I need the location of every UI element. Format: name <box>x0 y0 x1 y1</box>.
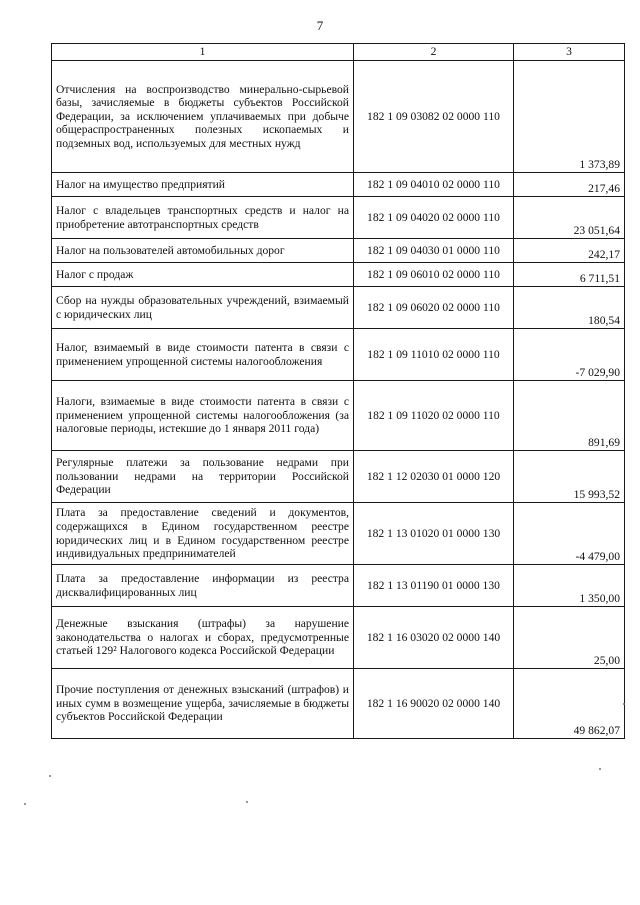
row-name-cell: Сбор на нужды образовательных учреждений, взимаемый с юридических лиц <box>52 287 354 329</box>
row-code-cell: 182 1 09 04030 01 0000 110 <box>354 239 514 263</box>
row-code-cell: 182 1 09 06020 02 0000 110 <box>354 287 514 329</box>
table-row <box>52 239 625 263</box>
row-amount-cell: 15 993,52 <box>514 451 625 503</box>
row-amount-cell: 49 862,07 <box>514 669 625 739</box>
row-amount-cell: 25,00 <box>514 607 625 669</box>
table-row <box>52 607 625 669</box>
column-header-2: 2 <box>354 44 514 61</box>
row-code-cell: 182 1 12 02030 01 0000 120 <box>354 451 514 503</box>
row-name-cell: Налог с владельцев транспортных средств и налог на приобретение автотранспортных средств <box>52 197 354 239</box>
table-header-row <box>52 44 625 61</box>
row-amount-cell: 23 051,64 <box>514 197 625 239</box>
table-row <box>52 197 625 239</box>
row-name-cell: Плата за предоставление сведений и документов, содержащихся в Едином государственном реестре юридических лиц и в Едином государственном реестре индивидуальных предпринимателей <box>52 503 354 565</box>
table-row <box>52 329 625 381</box>
table-row <box>52 381 625 451</box>
revenue-table <box>51 43 625 739</box>
column-header-3: 3 <box>514 44 625 61</box>
column-header-1: 1 <box>52 44 354 61</box>
row-code-cell: 182 1 09 06010 02 0000 110 <box>354 263 514 287</box>
table-row <box>52 173 625 197</box>
row-name-cell: Налог, взимаемый в виде стоимости патента в связи с применением упрощенной системы налогообложения <box>52 329 354 381</box>
table-row <box>52 287 625 329</box>
page-number: 7 <box>316 18 324 33</box>
row-code-cell: 182 1 13 01020 01 0000 130 <box>354 503 514 565</box>
row-amount-cell: 6 711,51 <box>514 263 625 287</box>
row-name-cell: Плата за предоставление информации из реестра дисквалифицированных лиц <box>52 565 354 607</box>
table-body <box>52 44 625 739</box>
row-amount-cell: 217,46 <box>514 173 625 197</box>
row-amount-cell: 1 350,00 <box>514 565 625 607</box>
table-row <box>52 451 625 503</box>
row-name-cell: Налог на пользователей автомобильных дорог <box>52 239 354 263</box>
row-code-cell: 182 1 09 03082 02 0000 110 <box>354 61 514 173</box>
row-name-cell: Регулярные платежи за пользование недрами при пользовании недрами на территории Российской Федерации <box>52 451 354 503</box>
row-name-cell: Денежные взыскания (штрафы) за нарушение законодательства о налогах и сборах, предусмотренные статьей 129² Налогового кодекса Российской Федерации <box>52 607 354 669</box>
row-name-cell: Налоги, взимаемые в виде стоимости патента в связи с применением упрощенной системы налогообложения (за налоговые периоды, истекшие до 1 января 2011 года) <box>52 381 354 451</box>
scan-speck <box>599 768 601 770</box>
row-amount-cell: -7 029,90 <box>514 329 625 381</box>
row-name-cell: Налог с продаж <box>52 263 354 287</box>
table-row <box>52 263 625 287</box>
row-amount-cell: 1 373,89 <box>514 61 625 173</box>
table-row <box>52 669 625 739</box>
row-amount-cell: 242,17 <box>514 239 625 263</box>
row-code-cell: 182 1 16 90020 02 0000 140 <box>354 669 514 739</box>
row-name-cell: Прочие поступления от денежных взысканий (штрафов) и иных сумм в возмещение ущерба, зачисляемые в бюджеты субъектов Российской Федерации <box>52 669 354 739</box>
row-amount-cell: -4 479,00 <box>514 503 625 565</box>
row-code-cell: 182 1 09 11020 02 0000 110 <box>354 381 514 451</box>
table-row <box>52 565 625 607</box>
table-row <box>52 61 625 173</box>
row-amount-cell: 180,54 <box>514 287 625 329</box>
row-code-cell: 182 1 16 03020 02 0000 140 <box>354 607 514 669</box>
row-amount-cell: 891,69 <box>514 381 625 451</box>
row-code-cell: 182 1 09 04010 02 0000 110 <box>354 173 514 197</box>
scan-speck <box>49 775 51 777</box>
scan-speck <box>24 803 26 805</box>
scan-speck <box>623 703 625 705</box>
row-name-cell: Отчисления на воспроизводство минерально-сырьевой базы, зачисляемые в бюджеты субъектов Российской Федерации, за исключением уплачиваемых при добыче общераспространенных полезных ископаемых и подземных вод, используемых для местных нужд <box>52 61 354 173</box>
row-name-cell: Налог на имущество предприятий <box>52 173 354 197</box>
scan-speck <box>246 801 248 803</box>
row-code-cell: 182 1 09 11010 02 0000 110 <box>354 329 514 381</box>
table-row <box>52 503 625 565</box>
row-code-cell: 182 1 13 01190 01 0000 130 <box>354 565 514 607</box>
row-code-cell: 182 1 09 04020 02 0000 110 <box>354 197 514 239</box>
